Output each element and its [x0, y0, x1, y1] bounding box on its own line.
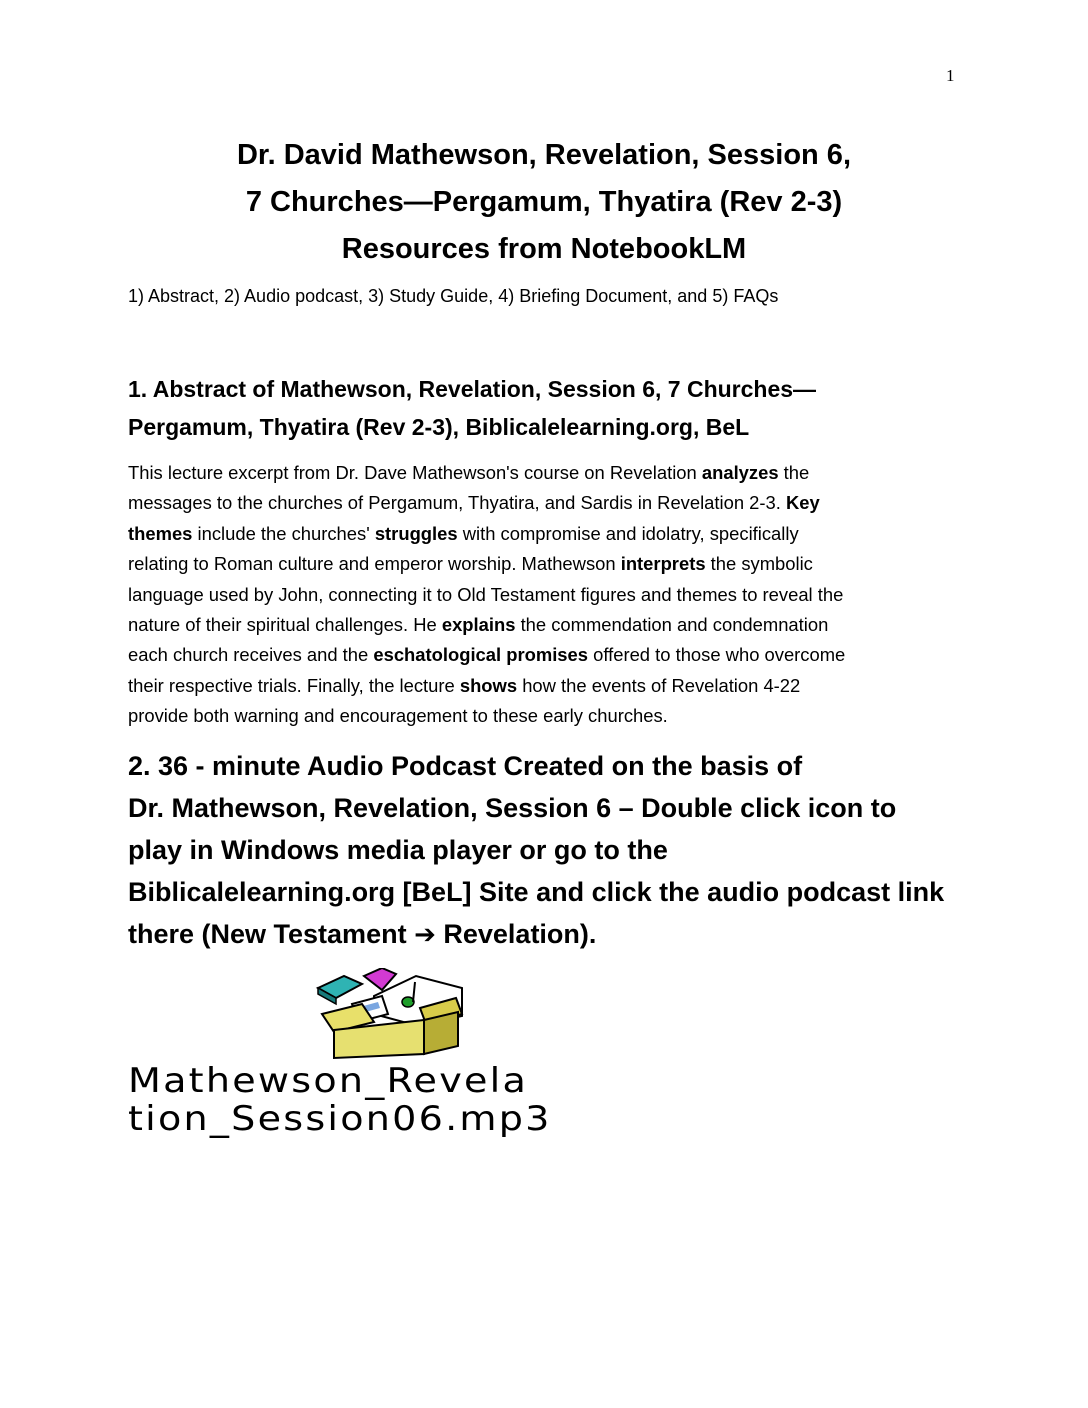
package-icon[interactable]: [312, 968, 472, 1060]
section-2-line-3: play in Windows media player or go to the: [128, 835, 668, 865]
abstract-text: include the churches': [192, 522, 375, 544]
section-2-heading: [128, 745, 1028, 955]
media-file-label[interactable]: [128, 1062, 552, 1138]
file-name-line-2: tion_Session06.mp3: [128, 1099, 552, 1139]
abstract-text: nature of their spiritual challenges. He: [128, 614, 442, 636]
abstract-paragraph: [128, 458, 958, 732]
abstract-text: their respective trials. Finally, the lecture: [128, 674, 460, 696]
abstract-bold-text: analyzes: [701, 462, 779, 483]
section-1-heading: [128, 370, 928, 446]
abstract-line: [128, 458, 958, 488]
abstract-text: relating to Roman culture and emperor worship. Mathewson: [128, 553, 621, 575]
abstract-text: how the events of Revelation 4-22: [517, 674, 801, 696]
abstract-bold-text: shows: [459, 674, 518, 696]
abstract-bold-text: Key: [785, 492, 820, 514]
abstract-line: [128, 549, 958, 579]
abstract-bold-text: eschatological promises: [373, 644, 588, 666]
abstract-text: the: [778, 462, 810, 483]
section-2-text: Revelation).: [435, 919, 597, 949]
abstract-text: the symbolic: [705, 553, 813, 575]
abstract-text: each church receives and the: [128, 644, 374, 666]
file-name-line-1: Mathewson_Revela: [128, 1061, 529, 1101]
abstract-line: [128, 519, 958, 549]
section-2-line-5: [128, 913, 1028, 955]
abstract-text: messages to the churches of Pergamum, Thyatira, and Sardis in Revelation 2-3.: [128, 492, 786, 514]
title-line-1: Dr. David Mathewson, Revelation, Session 6,: [236, 139, 851, 171]
section-1-heading-line-2: Pergamum, Thyatira (Rev 2-3), Biblicalelearning.org, BeL: [128, 414, 750, 440]
right-arrow-icon: ➔: [414, 919, 436, 949]
abstract-line: [128, 671, 958, 701]
abstract-bold-text: interprets: [620, 553, 706, 575]
contents-list: 1) Abstract, 2) Audio podcast, 3) Study Guide, 4) Briefing Document, and 5) FAQs: [128, 286, 779, 306]
document-title: [0, 132, 1088, 273]
abstract-line: provide both warning and encouragement to these early churches.: [128, 705, 668, 727]
abstract-text: offered to those who overcome: [588, 644, 846, 666]
abstract-text: the commendation and condemnation: [515, 614, 829, 636]
abstract-bold-text: themes: [128, 522, 193, 544]
abstract-text: This lecture excerpt from Dr. Dave Mathewson's course on Revelation: [128, 462, 702, 483]
title-line-3: Resources from NotebookLM: [341, 233, 747, 265]
title-line-2: 7 Churches—Pergamum, Thyatira (Rev 2-3): [245, 186, 843, 218]
section-2-line-4: Biblicalelearning.org [BeL] Site and click the audio podcast link: [128, 877, 945, 907]
section-2-line-2: Dr. Mathewson, Revelation, Session 6 – Double click icon to: [128, 793, 897, 823]
abstract-line: [128, 488, 958, 518]
abstract-line: [128, 610, 958, 640]
section-2-text: there (New Testament: [128, 919, 415, 949]
abstract-bold-text: explains: [441, 614, 516, 636]
abstract-bold-text: struggles: [374, 522, 458, 544]
abstract-line: language used by John, connecting it to Old Testament figures and themes to reveal the: [128, 583, 844, 605]
section-2-line-1: 2. 36 - minute Audio Podcast Created on the basis of: [128, 751, 803, 781]
page-number: 1: [946, 66, 955, 85]
abstract-text: with compromise and idolatry, specifically: [457, 522, 799, 544]
section-1-heading-line-1: 1. Abstract of Mathewson, Revelation, Session 6, 7 Churches—: [128, 376, 817, 402]
abstract-line: [128, 640, 958, 670]
